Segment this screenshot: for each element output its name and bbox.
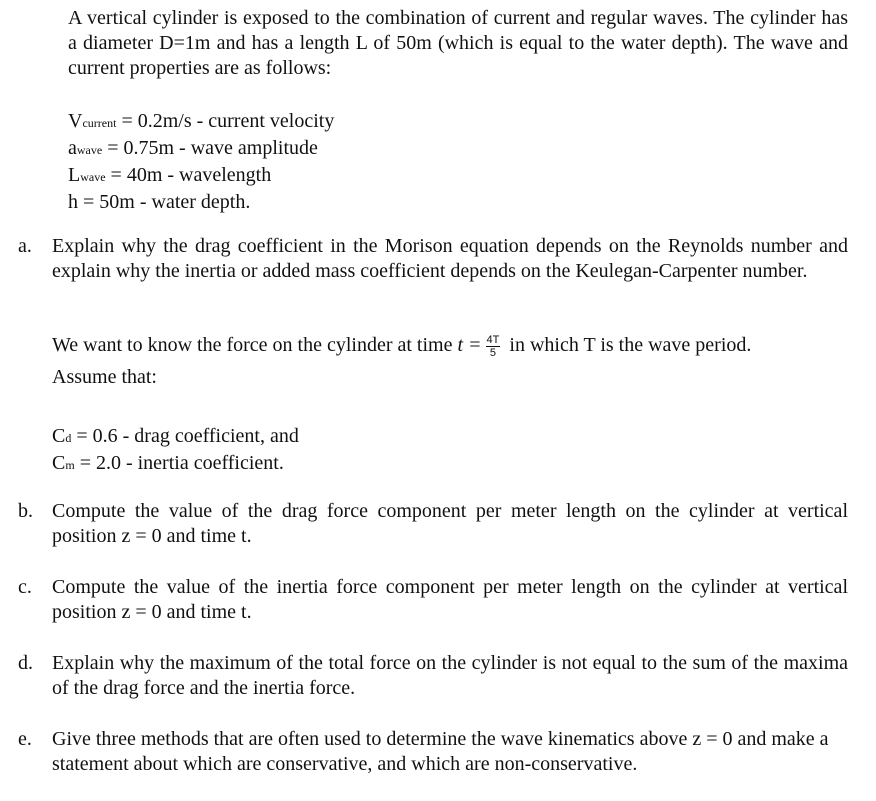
time-statement: We want to know the force on the cylinder at time t = $\frac{4T}{5}$ in which T is the wave period. Assume that:: [52, 333, 852, 390]
question-text: Compute the value of the inertia force component per meter length on the cylinder at vertical position z = 0 and time t.: [52, 576, 848, 623]
question-d: [18, 651, 848, 701]
question-text: Compute the value of the drag force component per meter length on the cylinder at vertical position z = 0 and time t.: [52, 500, 848, 547]
question-letter: c.: [18, 576, 32, 598]
property-water-depth: h = 50m - water depth.: [68, 191, 251, 213]
fraction-4t-over-5: $\frac{4T}{5}$: [486, 333, 500, 359]
question-a: [18, 234, 848, 284]
question-text: Explain why the drag coefficient in the Morison equation depends on the Reynolds number and explain why the inertia or added mass coefficient depends on the Keulegan-Carpenter number.: [52, 235, 848, 282]
question-b: [18, 499, 848, 549]
wave-current-properties: [68, 109, 334, 215]
question-letter: b.: [18, 500, 33, 522]
question-letter: e.: [18, 728, 32, 750]
property-wavelength: Lwave = 40m - wavelength: [68, 164, 272, 186]
question-letter: d.: [18, 652, 33, 674]
assume-line: Assume that:: [52, 365, 157, 388]
question-text: Explain why the maximum of the total force on the cylinder is not equal to the sum of the maxima of the drag force and the inertia force.: [52, 652, 848, 699]
question-c: [18, 575, 848, 625]
question-letter: a.: [18, 235, 32, 257]
property-wave-amplitude: awave = 0.75m - wave amplitude: [68, 137, 318, 159]
problem-intro: A vertical cylinder is exposed to the combination of current and regular waves. The cylinder has a diameter D=1m and has a length L of 50m (which is equal to the water depth). The wave and current properties are as follows:: [68, 7, 848, 79]
question-text: Give three methods that are often used to determine the wave kinematics above z = 0 and make a statement about which are conservative, and which are non-conservative.: [52, 728, 829, 775]
coefficient-inertia: Cm = 2.0 - inertia coefficient.: [52, 452, 284, 474]
question-e: [18, 727, 848, 777]
coefficients: [52, 424, 299, 478]
property-current-velocity: Vcurrent = 0.2m/s - current velocity: [68, 110, 335, 132]
coefficient-drag: Cd = 0.6 - drag coefficient, and: [52, 425, 299, 447]
